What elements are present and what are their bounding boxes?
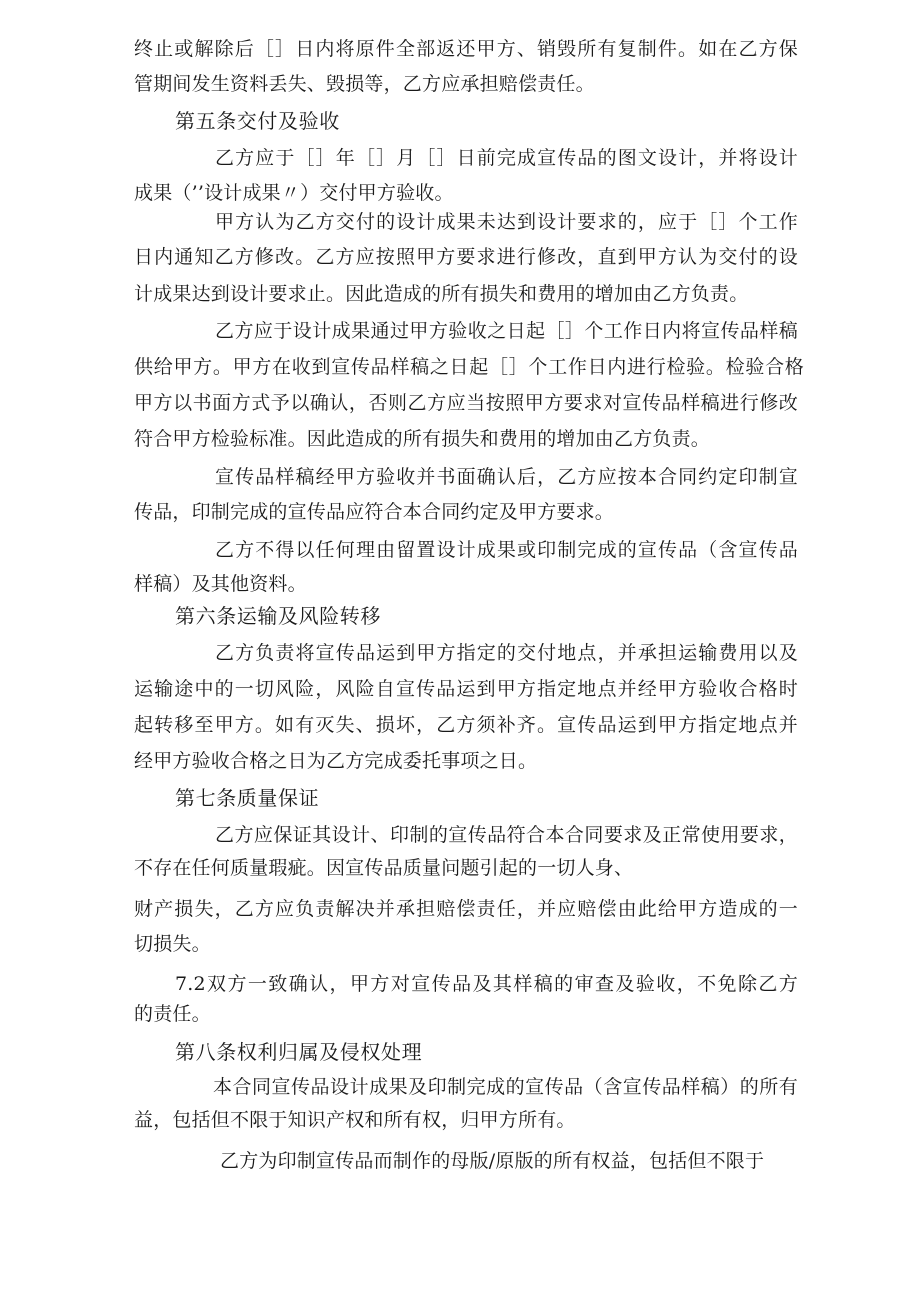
paragraph-line: 乙方应于设计成果通过甲方验收之日起［］个工作日内将宣传品样稿 (215, 320, 798, 342)
paragraph-line: 的责任。 (134, 1003, 211, 1025)
paragraph-line: 日内通知乙方修改。乙方应按照甲方要求进行修改，直到甲方认为交付的设 (134, 246, 798, 268)
paragraph-line: 成果（’’设计成果〃）交付甲方验收。 (134, 182, 454, 204)
paragraph-line: 经甲方验收合格之日为乙方完成委托事项之日。 (134, 750, 538, 772)
paragraph-line: 益，包括但不限于知识产权和所有权，归甲方所有。 (134, 1109, 576, 1131)
paragraph-line: 财产损失，乙方应负责解决并承担赔偿责任，并应赔偿由此给甲方造成的一 (134, 898, 798, 920)
paragraph-line: 乙方不得以任何理由留置设计成果或印制完成的宣传品（含宣传品 (215, 539, 798, 561)
paragraph-line: 符合甲方检验标准。因此造成的所有损失和费用的增加由乙方负责。 (134, 428, 711, 450)
section-heading-article-5: 第五条交付及验收 (175, 109, 340, 133)
paragraph-line: 本合同宣传品设计成果及印制完成的宣传品（含宣传品样稿）的所有 (213, 1076, 798, 1098)
paragraph-line: 乙方为印制宣传品而制作的母版/原版的所有权益，包括但不限于 (220, 1150, 765, 1172)
paragraph-line: 供给甲方。甲方在收到宣传品样稿之日起［］个工作日内进行检验。检验合格 (134, 356, 804, 378)
paragraph-line: 宣传品样稿经甲方验收并书面确认后，乙方应按本合同约定印制宣 (215, 466, 798, 488)
paragraph-line: 乙方应保证其设计、印制的宣传品符合本合同要求及正常使用要求， (215, 824, 798, 846)
section-heading-article-6: 第六条运输及风险转移 (175, 604, 381, 628)
clause-7-2: 7.2双方一致确认，甲方对宣传品及其样稿的审查及验收，不免除乙方 (175, 973, 798, 995)
paragraph-line: 计成果达到设计要求止。因此造成的所有损失和费用的增加由乙方负责。 (134, 283, 749, 305)
section-heading-article-7: 第七条质量保证 (175, 786, 320, 810)
paragraph-line: 乙方应于［］年［］月［］日前完成宣传品的图文设计，并将设计 (215, 147, 798, 169)
paragraph-line: 乙方负责将宣传品运到甲方指定的交付地点，并承担运输费用以及 (215, 642, 798, 664)
paragraph-line: 管期间发生资料丢失、毁损等，乙方应承担赔偿责任。 (134, 73, 595, 95)
paragraph-line: 甲方以书面方式予以确认，否则乙方应当按照甲方要求对宣传品样稿进行修改 (134, 392, 798, 414)
paragraph-line: 不存在任何质量瑕疵。因宣传品质量问题引起的一切人身、 (134, 857, 634, 879)
section-heading-article-8: 第八条权利归属及侵权处理 (175, 1040, 423, 1064)
paragraph-line: 样稿）及其他资料。 (134, 573, 307, 595)
paragraph-line: 运输途中的一切风险，风险自宣传品运到甲方指定地点并经甲方验收合格时 (134, 678, 798, 700)
paragraph-line: 传品，印制完成的宣传品应符合本合同约定及甲方要求。 (134, 501, 615, 523)
paragraph-line: 起转移至甲方。如有灭失、损坏，乙方须补齐。宣传品运到甲方指定地点并 (134, 714, 798, 736)
paragraph-line: 终止或解除后［］日内将原件全部返还甲方、销毁所有复制件。如在乙方保 (134, 38, 798, 60)
paragraph-line: 切损失。 (134, 933, 211, 955)
paragraph-line: 甲方认为乙方交付的设计成果未达到设计要求的，应于［］个工作 (215, 211, 798, 233)
